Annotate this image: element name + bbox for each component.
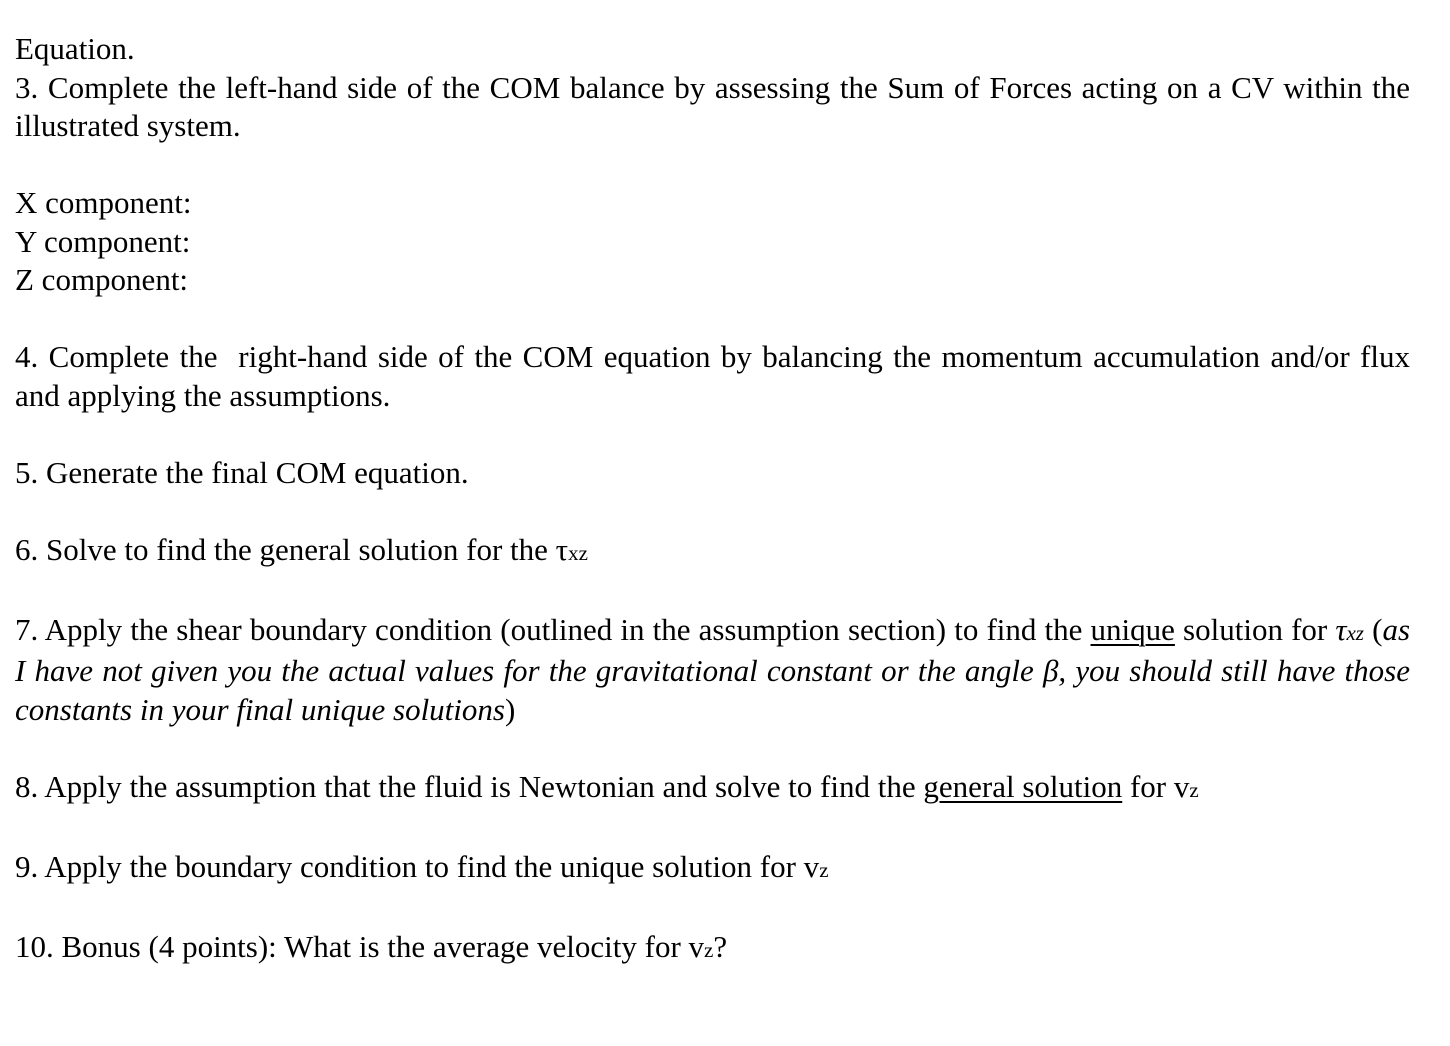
vz-subscript: z [819, 857, 829, 882]
y-component-label: Y component: [15, 223, 191, 259]
question-6-text: 6. Solve to find the general solution for the [15, 531, 556, 567]
general-solution-underlined: general solution [923, 768, 1123, 804]
question-10-text: 10. Bonus (4 points): What is the average velocity for v [15, 928, 705, 964]
spacer [15, 492, 1410, 531]
question-8 [15, 768, 1410, 810]
tau-symbol: τ [1335, 611, 1347, 647]
question-10 [15, 928, 1410, 970]
question-7 [15, 611, 1410, 730]
document-body [15, 30, 1418, 969]
x-component-label: X component: [15, 185, 192, 220]
vz-subscript: z [704, 937, 714, 962]
vz-subscript: z [1189, 777, 1199, 802]
spacer [15, 415, 1410, 454]
question-9-text: 9. Apply the boundary condition to find the unique solution for v [15, 848, 820, 884]
question-5: 5. Generate the final COM equation. [15, 454, 469, 490]
question-8-text-a: 8. Apply the assumption that the fluid is Newtonian and solve to find the [15, 768, 924, 804]
question-6 [15, 531, 1410, 573]
spacer [15, 572, 1410, 611]
tau-subscript: xz [568, 540, 588, 565]
z-component-label: Z component: [15, 262, 189, 297]
question-10-end: ? [713, 928, 728, 964]
question-4: 4. Complete the right-hand side of the COM equation by balancing the momentum accumulation and/or flux and applying the assumptions. [15, 339, 1418, 413]
question-7-text-b: solution for [1174, 611, 1336, 647]
paren-open: ( [1363, 611, 1383, 647]
spacer [15, 809, 1410, 848]
tau-subscript: xz [1346, 620, 1364, 645]
paren-close: ) [504, 691, 516, 727]
spacer [15, 889, 1410, 928]
question-9 [15, 848, 1410, 890]
spacer [15, 146, 1410, 185]
equation-label: Equation. [15, 31, 135, 66]
question-3: 3. Complete the left-hand side of the COM balance by assessing the Sum of Forces acting on a CV within the illustrated system. [15, 69, 1410, 143]
spacer [15, 300, 1410, 339]
spacer [15, 729, 1410, 768]
question-7-text-a: 7. Apply the shear boundary condition (outlined in the assumption section) to find the [15, 611, 1091, 647]
tau-symbol: τ [555, 531, 569, 567]
question-8-text-b: for v [1122, 768, 1190, 804]
italic-note: as I have not given you the actual values for the gravitational constant or the angle β, you should still have those constants in your final unique solutions [15, 611, 1411, 727]
unique-underlined: unique [1090, 611, 1175, 647]
